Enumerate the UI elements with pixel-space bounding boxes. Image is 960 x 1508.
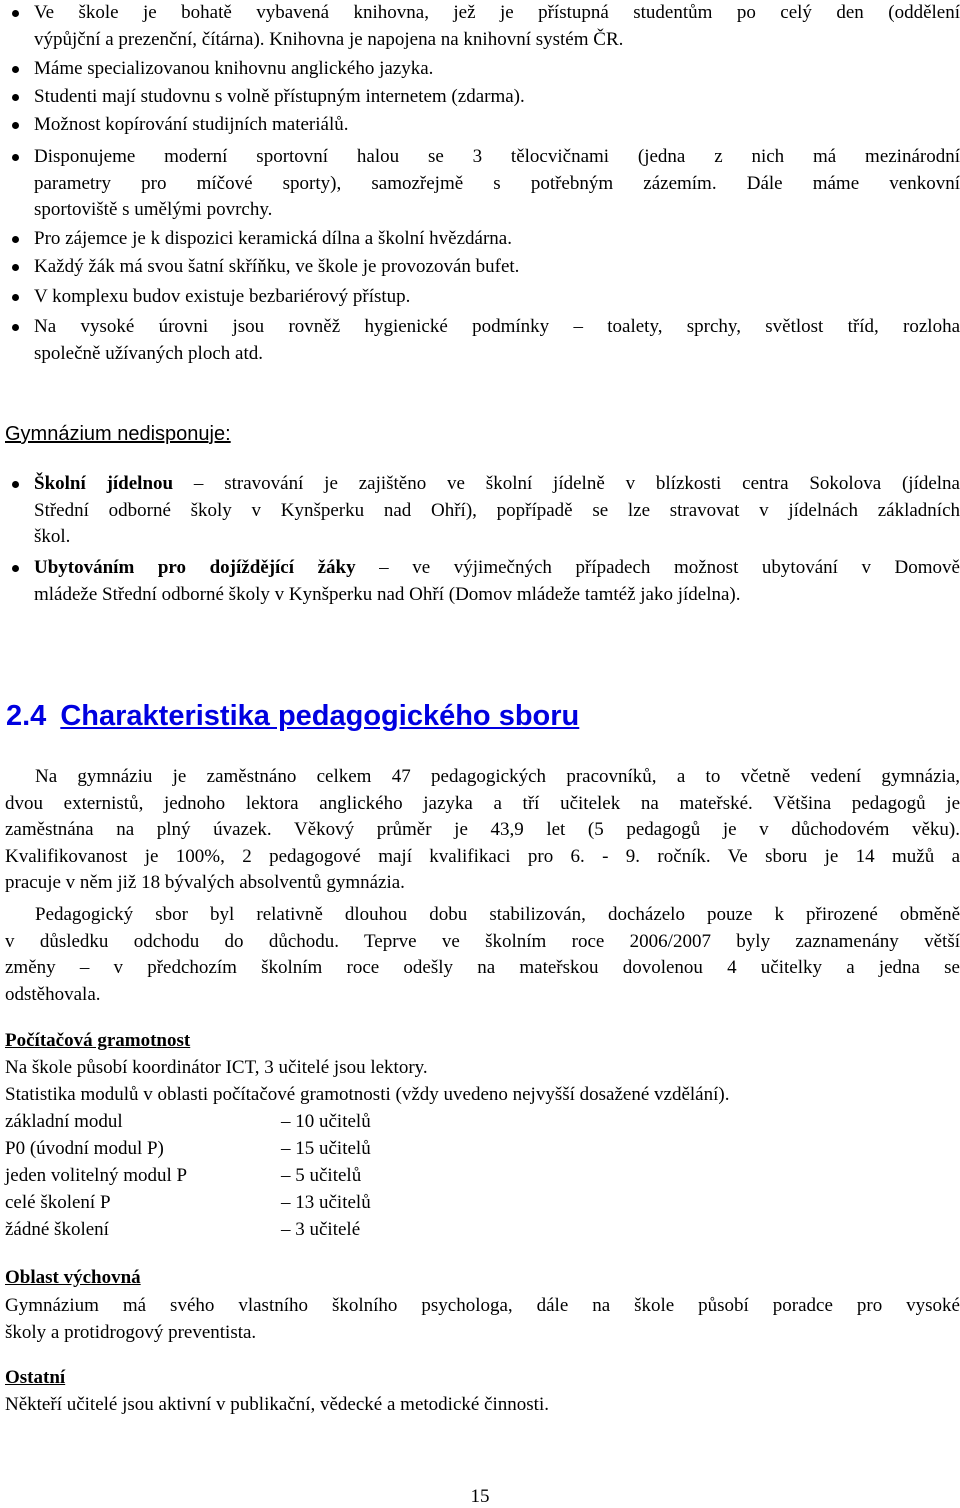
text-line: dvou externistů, jednoho lektora anglického jazyka a tří učitelek na mateřské. Většina pedagogů je [5, 792, 960, 814]
text-line: škol. [34, 526, 71, 547]
bold-term: Školní jídelnou [34, 473, 174, 494]
text-line: zaměstnána na plný úvazek. Věkový průměr je 43,9 let (5 pedagogů je v důchodovém věku). [5, 819, 960, 840]
stat-value: – 3 učitelé [281, 1219, 361, 1240]
bullet-icon [12, 122, 19, 129]
list-item [34, 56, 960, 83]
text-line: Pro zájemce je k dispozici keramická dílna a školní hvězdárna. [34, 228, 512, 249]
bullet-icon [12, 324, 19, 331]
text-line: mládeže Střední odborné školy v Kynšperku nad Ohří (Domov mládeže tamtéž jako jídelna). [34, 583, 741, 605]
bullet-icon [12, 94, 19, 101]
list-item [34, 284, 960, 311]
stat-label: jeden volitelný modul P [5, 1165, 188, 1186]
text-line: Každý žák má svou šatní skříňku, ve škole je provozován bufet. [34, 256, 520, 277]
text-line: Možnost kopírování studijních materiálů. [34, 114, 349, 135]
text-line: výpůjční a prezenční, čítárna). Knihovna je napojena na knihovní systém ČR. [34, 28, 624, 50]
text-line: společně užívaných ploch atd. [34, 342, 263, 364]
stat-label: základní modul [5, 1111, 123, 1132]
bold-term: Ubytováním pro dojíždějící žáky [34, 557, 356, 578]
bullet-icon [12, 10, 19, 17]
stat-value: – 13 učitelů [281, 1192, 371, 1213]
text-line: Disponujeme moderní sportovní halou se 3 tělocvičnami (jedna z nich má mezinárodní [34, 146, 960, 167]
text-line: Na vysoké úrovni jsou rovněž hygienické podmínky – toalety, sprchy, světlost tříd, rozloha [34, 316, 960, 337]
text-line: Kvalifikovanost je 100%, 2 pedagogové mají kvalifikaci pro 6. - 9. ročník. Ve sboru je 14 mužů a [5, 845, 960, 867]
text-line: V komplexu budov existuje bezbariérový přístup. [34, 286, 411, 307]
list-item [34, 84, 960, 111]
stat-value: – 15 učitelů [281, 1138, 371, 1159]
stat-value: – 10 učitelů [281, 1111, 371, 1132]
text-span: – stravování je zajištěno ve školní jídelně v blízkosti centra Sokolova (jídelna [173, 473, 960, 494]
section-title [6, 700, 579, 733]
text-line: Ve škole je bohatě vybavená knihovna, jež je přístupná studentům po celý den (oddělení [34, 2, 960, 23]
bullet-icon [12, 66, 19, 73]
text-line: Studenti mají studovnu s volně přístupným internetem (zdarma). [34, 86, 525, 107]
text-line: Statistika modulů v oblasti počítačové gramotnosti (vždy uvedeno nejvyšší dosažené vzdělání). [5, 1084, 730, 1105]
stat-label: žádné školení [5, 1219, 109, 1240]
bullet-icon [12, 154, 19, 161]
text-line: Někteří učitelé jsou aktivní v publikační, vědecké a metodické činnosti. [5, 1394, 549, 1415]
text-span: – ve výjimečných případech možnost ubytování v Domově [355, 557, 960, 578]
subsection-heading: Ostatní [5, 1367, 66, 1388]
text-line: Gymnázium má svého vlastního školního psychologa, dále na škole působí poradce pro vysoké [5, 1295, 960, 1316]
bullet-icon [12, 294, 19, 301]
bullet-icon [12, 264, 19, 271]
text-line: odstěhovala. [5, 983, 101, 1005]
list-item [34, 226, 960, 253]
bullet-icon [12, 481, 19, 488]
subsection-heading: Oblast výchovná [5, 1267, 141, 1288]
text-line [34, 555, 960, 582]
subsection-heading: Počítačová gramotnost [5, 1030, 191, 1051]
section-number: 2.4 [6, 700, 47, 732]
text-line: změny – v předchozím školním roce odešly na mateřskou dovolenou 4 učitelky a jedna se [5, 957, 960, 978]
paragraph [5, 902, 960, 1008]
list-item [34, 314, 960, 367]
list-item [34, 0, 960, 53]
text-line: pracuje v něm již 18 bývalých absolventů gymnázia. [5, 872, 405, 893]
page-number: 15 [470, 1486, 490, 1507]
list-item [34, 471, 960, 551]
text-line: Máme specializovanou knihovnu anglického jazyka. [34, 58, 434, 79]
paragraph [5, 1293, 960, 1346]
list-item [34, 555, 960, 608]
text-line [34, 471, 960, 498]
stat-value: – 5 učitelů [281, 1165, 362, 1186]
text-line: Na gymnáziu je zaměstnáno celkem 47 pedagogických pracovníků, a to včetně vedení gymnázia, [35, 766, 960, 787]
text-line: Pedagogický sbor byl relativně dlouhou dobu stabilizován, docházelo pouze k přirozené obměně [35, 904, 960, 925]
list-item [34, 254, 960, 281]
text-line: sportoviště s umělými povrchy. [34, 199, 273, 220]
section-title-text: Charakteristika pedagogického sboru [60, 700, 580, 732]
text-line: Na škole působí koordinátor ICT, 3 učitelé jsou lektory. [5, 1057, 428, 1078]
list-item [34, 112, 960, 139]
stat-label: celé školení P [5, 1192, 111, 1213]
text-line: v důsledku odchodu do důchodu. Teprve ve školním roce 2006/2007 byly zaznamenány větší [5, 930, 960, 952]
text-line: školy a protidrogový preventista. [5, 1321, 257, 1343]
list-item [34, 144, 960, 224]
text-line: Střední odborné školy v Kynšperku nad Ohří), popřípadě se lze stravovat v jídelnách základních [34, 499, 960, 521]
bullet-icon [12, 236, 19, 243]
section-heading: Gymnázium nedisponuje: [5, 423, 231, 445]
bullet-icon [12, 565, 19, 572]
stat-label: P0 (úvodní modul P) [5, 1138, 164, 1159]
text-line: parametry pro míčové sporty), samozřejmě s potřebným zázemím. Dále máme venkovní [34, 172, 960, 194]
paragraph [5, 764, 960, 897]
